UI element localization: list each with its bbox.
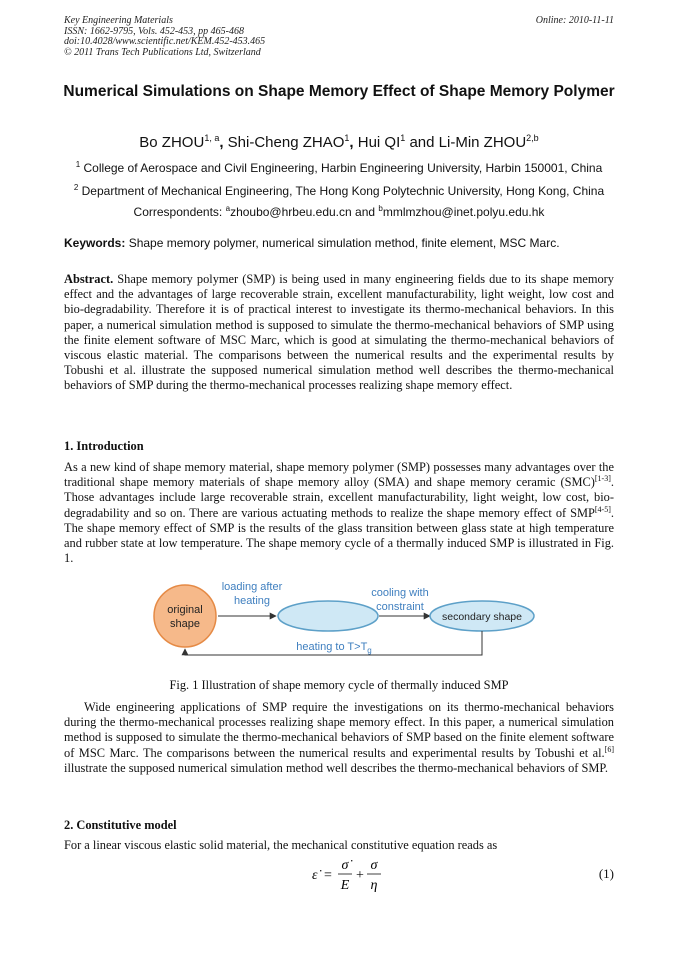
equation-number: (1) xyxy=(598,866,614,881)
affiliation-sup: 1 xyxy=(75,160,81,169)
intro-paragraph-1 xyxy=(64,460,614,566)
original-shape-label-2: shape xyxy=(170,618,200,630)
intermediate-shape xyxy=(278,601,378,631)
affiliation-1 xyxy=(40,157,638,176)
author-line: Bo ZHOU$^{1, a}$, Shi-Cheng ZHAO$^1$, Hui $QI^1$ and Li-Min ZHOU$^{2,b}$ xyxy=(139,133,539,151)
author-name: Bo ZHOU xyxy=(139,134,205,151)
affiliation-text: College of Aerospace and Civil Engineering, Harbin Engineering University, Harbin 150001, China xyxy=(83,161,603,175)
paragraph-text: As a new kind of shape memory material, shape memory polymer (SMP) possesses many advantages over the traditional shape memory materials of shape memory alloy (SMA) and shape memory ceramic (SMC) xyxy=(64,460,614,490)
loading-label-1: loading after xyxy=(221,581,283,593)
correspondents xyxy=(40,201,638,220)
email-sup: b xyxy=(378,204,383,213)
loading-label-2: heating xyxy=(233,595,271,607)
affiliation-text: Department of Mechanical Engineering, The Hong Kong Polytechnic University, Hong Kong, China xyxy=(81,184,605,198)
author-name: Li-Min ZHOU xyxy=(438,134,527,151)
keywords-label: Keywords: xyxy=(64,236,126,250)
paragraph-text: Wide engineering applications of SMP require the investigations on its thermo-mechanical behaviors during the thermo-mechanical processes realizing shape memory effect. In this paper, a numerical simulation method is supposed to simulate the thermo-mechanical behaviors of SMP based on the finite element software of MSC Marc. The comparisons between the numerical results and experimental results by Tobushi et al. xyxy=(64,700,614,760)
eq-plus: + xyxy=(356,868,364,883)
email-link[interactable]: mmlmzhou@inet.polyu.edu.hk xyxy=(382,205,545,219)
heating-label xyxy=(296,641,372,655)
author-conjunction: and xyxy=(409,134,435,151)
paragraph-text: illustrate the supposed numerical simulation method well describes the thermo-mechanical behaviors of SMP. xyxy=(64,760,609,775)
paragraph-text: . The shape memory effect of SMP is the results of the glass transition between glass state at high temperature and rubber state at low temperature. The shape memory cycle of a thermally induced SMP is illustrated in Fig. 1. xyxy=(64,505,614,566)
abstract-text: Shape memory polymer (SMP) is being used in many engineering fields due to its shape memory effect and the advantages of large recoverable strain, excellent manufacturability, light weight, low cost and bio-degradability. Therefore it is of practical interest to investigate its thermo-mechanical behaviors. In this paper, a numerical simulation method is supposed to simulate the thermo-mechanical behaviors of SMP using the finite element software of MSC Marc, which is good at simulating the thermo-mechanical behaviors of viscous elastic material. The comparisons between the numerical results and the experimental results by Tobushi et al. illustrate the supposed numerical simulation method well describes the thermo-mechanical behaviors of SMP during the thermo-mechanical processes realizing shape memory effect. xyxy=(64,272,614,393)
constitutive-intro: For a linear viscous elastic solid material, the mechanical constitutive equation reads as xyxy=(64,838,498,852)
heating-label-sub: g xyxy=(367,646,372,655)
original-shape-circle xyxy=(154,585,216,647)
figure-1-caption: Fig. 1 Illustration of shape memory cycle of thermally induced SMP xyxy=(169,678,509,692)
abstract-label: Abstract. xyxy=(64,272,114,286)
abstract xyxy=(64,272,614,394)
journal-copyright: © 2011 Trans Tech Publications Ltd, Switzerland xyxy=(64,46,261,58)
keywords-text: Shape memory polymer, numerical simulation method, finite element, MSC Marc. xyxy=(128,236,560,250)
section-heading-introduction: 1. Introduction xyxy=(64,439,144,453)
figure-1-diagram xyxy=(148,578,538,670)
cooling-label-2: constraint xyxy=(376,601,424,613)
author-sup: 2,b xyxy=(526,133,539,143)
eq-numerator-2: σ xyxy=(370,858,378,873)
intro-paragraph-2 xyxy=(64,700,614,776)
eq-numerator-1: σ̇ xyxy=(341,858,349,873)
eq-lhs: ε̇ xyxy=(312,868,318,883)
author-name: Shi-Cheng ZHAO xyxy=(227,134,345,151)
section-heading-constitutive: 2. Constitutive model xyxy=(64,818,177,832)
email-link[interactable]: zhoubo@hrbeu.edu.cn xyxy=(230,205,352,219)
heating-label-main: heating to T>T xyxy=(296,641,368,653)
original-shape-label-1: original xyxy=(167,604,203,616)
affiliation-2 xyxy=(40,180,638,199)
author-name: Hui QI xyxy=(357,134,401,151)
keywords xyxy=(64,236,614,251)
journal-name: Key Engineering Materials xyxy=(64,15,173,26)
cooling-label-1: cooling with xyxy=(371,587,429,599)
citation[interactable]: [4-5] xyxy=(594,504,611,514)
eq-equals: = xyxy=(324,868,332,883)
online-date: Online: 2010-11-11 xyxy=(535,15,614,26)
citation[interactable]: [1-3] xyxy=(594,474,611,484)
journal-issn: ISSN: 1662-9795, Vols. 452-453, pp 465-468 xyxy=(64,25,244,37)
email-sup: a xyxy=(225,204,231,213)
eq-denominator-2: η xyxy=(370,878,378,893)
journal-header xyxy=(64,16,614,58)
equation-1-formula xyxy=(304,852,424,898)
secondary-shape-label: secondary shape xyxy=(442,611,522,623)
paragraph-text: . Those advantages include large recoverable strain, excellent manufacturability, light weight, low cost, bio-degradability and so on. There are various actuating methods to realize the shape memory effect of SMP xyxy=(64,475,614,520)
eq-denominator-1: E xyxy=(340,878,350,893)
correspondents-and: and xyxy=(355,205,376,219)
citation[interactable]: [6] xyxy=(604,744,614,754)
author-sup: 1 xyxy=(400,133,406,143)
journal-doi[interactable]: doi:10.4028/www.scientific.net/KEM.452-453.465 xyxy=(64,36,266,47)
paper-title: Numerical Simulations on Shape Memory Effect of Shape Memory Polymer xyxy=(63,83,615,100)
equation-1 xyxy=(64,852,614,898)
affiliation-sup: 2 xyxy=(73,183,79,192)
author-sup: 1, a xyxy=(204,133,220,143)
correspondents-label: Correspondents: xyxy=(133,205,223,219)
author-sup: 1 xyxy=(344,133,350,143)
